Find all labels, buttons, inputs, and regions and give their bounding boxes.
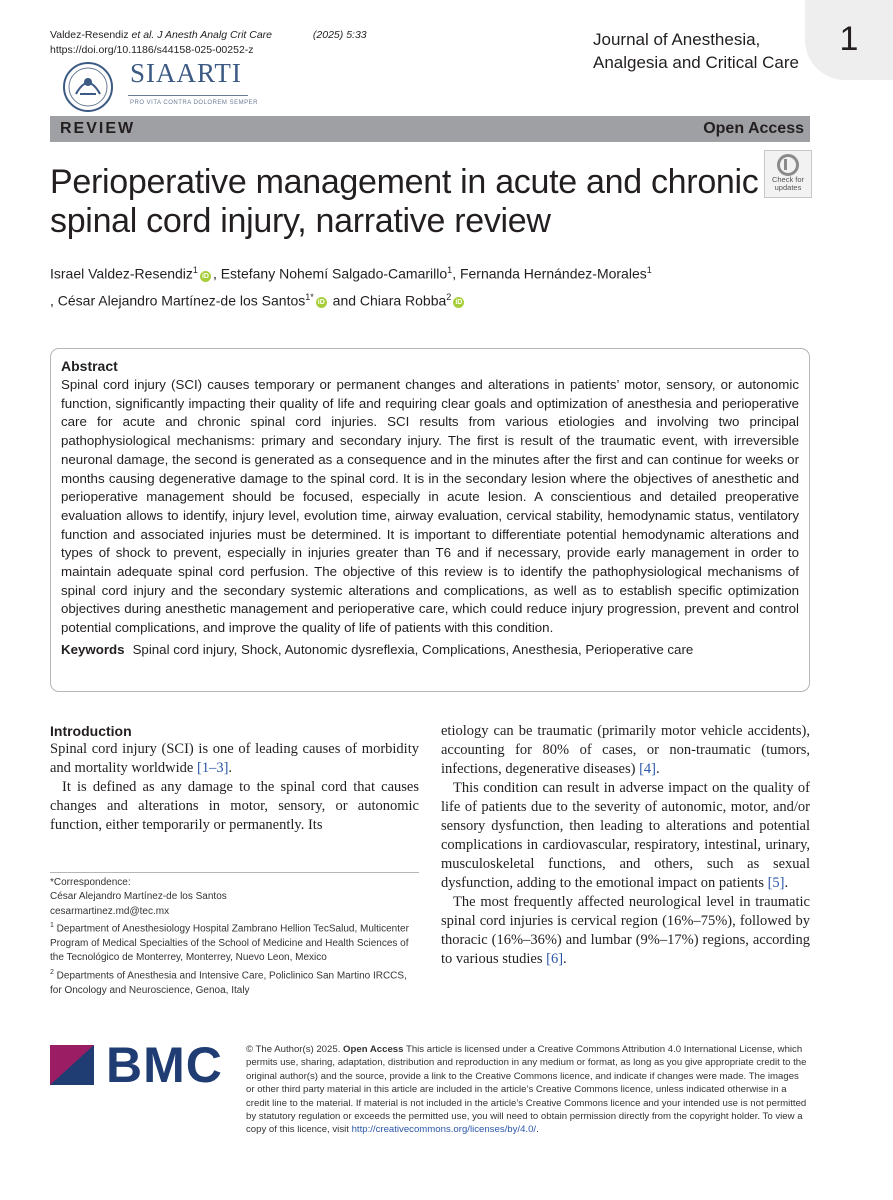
citation-etal: et al. bbox=[131, 29, 155, 41]
citation-year: (2025) 5:33 bbox=[312, 29, 367, 41]
author-name: and Chiara Robba bbox=[328, 292, 447, 309]
orcid-icon[interactable]: iD bbox=[201, 272, 209, 280]
impact-paragraph bbox=[441, 779, 810, 893]
citation-journal: J Anesth Analg Crit Care bbox=[157, 29, 272, 41]
footnote-divider bbox=[50, 872, 419, 873]
keywords-text: Spinal cord injury, Shock, Autonomic dysreflexia, Complications, Anesthesia, Perioperative care bbox=[132, 641, 694, 657]
intro-paragraph-1 bbox=[50, 740, 419, 778]
citation-link[interactable]: [5] bbox=[767, 875, 785, 891]
level-paragraph bbox=[441, 893, 810, 969]
article-type: REVIEW bbox=[60, 120, 136, 137]
abstract-heading: Abstract bbox=[61, 358, 118, 374]
body-column-left bbox=[50, 722, 419, 835]
citation-authors: Valdez-Resendiz bbox=[50, 29, 129, 41]
paragraph-end: . bbox=[784, 875, 789, 891]
etiology-paragraph bbox=[441, 722, 810, 779]
journal-name bbox=[593, 28, 799, 74]
abstract-text: Spinal cord injury (SCI) causes temporary or permanent changes and alterations in patients’ motor, sensory, or autonomic function, significantly impacting their quality of life and requiring clear goals and optimization of anesthesia and perioperative care for acute and chronic spinal cord injuries. SCI results from various etiologies and involving two principal pathophysiological mechanisms: primary and secondary injury. The first is result of the traumatic event, with irreversible neuronal damage, the second is generated as a consequence and in the minutes after the first and can continue for weeks or months causing degenerative damage to the spinal cord. It is in the secondary lesion where the objectives of anesthetic and perioperative management should be focused, especially in acute lesion. A conscientious and detailed preoperative evaluation allows to identify, injury level, evolution time, airway evaluation, cervical stability, hemodynamic status, ventilatory function and associated injuries must be determined. It is important to differentiate potential hemodynamic alterations and types of shock to prevent, especially in injuries greater than T6 and if necessary, provide early management in order to maintain adequate spinal cord perfusion. The objective of this review is to identify the pathophysiological mechanisms of spinal cord injury and the secondary systemic alterations and complications, as well as to establish specific optimization objectives during anesthetic management and perioperative care, which could reduce injury progression, prevent and control potential complications, and improve the quality of life of patients with this condition. bbox=[61, 377, 799, 636]
affiliation-text: Department of Anesthesiology Hospital Zambrano Hellion TecSalud, Multicenter Program of Medical Specialties of the School of Medicine and Health Sciences of the Tecnológico de Monterrey, Monterrey, Nuevo Leon, Mexico bbox=[50, 923, 409, 964]
license-end: . bbox=[536, 1124, 539, 1136]
correspondence-name: César Alejandro Martínez-de los Santos bbox=[50, 891, 227, 903]
affiliation-2 bbox=[50, 966, 419, 998]
check-updates-line2: updates bbox=[774, 183, 802, 192]
siaarti-motto: PRO VITA CONTRA DOLOREM SEMPER bbox=[130, 100, 258, 106]
journal-name-line2: Analgesia and Critical Care bbox=[593, 53, 799, 72]
intro-paragraph-2: It is defined as any damage to the spinal cord that causes changes and alterations in motor, sensory, or autonomic function, either temporarily or permanently. Its bbox=[50, 779, 419, 833]
paragraph-text: etiology can be traumatic (primarily motor vehicle accidents), accounting for 80% of cases, or non-traumatic (tumors, infections, degenerative diseases) bbox=[441, 723, 810, 777]
author-affiliation-sup: 1 bbox=[192, 265, 198, 275]
siaarti-logo-text: SIAARTI bbox=[130, 58, 242, 88]
paragraph-end: . bbox=[563, 951, 567, 967]
bmc-logo-icon bbox=[50, 1045, 94, 1085]
license-text: This article is licensed under a Creative Commons Attribution 4.0 International License, which permits use, sharing, adaptation, distribution and reproduction in any medium or format, as long as you give appropriate credit to the original author(s) and the source, provide a link to the Creative Commons licence, and indicate if changes were made. The images or other third party material in this article are included in the article’s Creative Commons licence, unless indicated otherwise in a credit line to the material. If material is not included in the article’s Creative Commons licence and your intended use is not permitted by statutory regulation or exceeds the permitted use, you will need to obtain permission directly from the copyright holder. To view a copy of this licence, visit bbox=[246, 1044, 807, 1136]
journal-name-line1: Journal of Anesthesia, bbox=[593, 30, 761, 49]
introduction-heading: Introduction bbox=[50, 723, 132, 739]
paragraph-text: This condition can result in adverse impact on the quality of life of patients due to the severity of autonomic, motor, and/or sensory dysfunction, then leading to alterations and potential complications in cardiovascular, respiratory, intestinal, urinary, musculoskeletal functions, and others, such as sexual dysfunction, adding to the emotional impact on patients bbox=[441, 780, 810, 891]
paragraph-end: . bbox=[656, 761, 660, 777]
license-url-link[interactable]: http://creativecommons.org/licenses/by/4.0/ bbox=[351, 1124, 537, 1136]
paragraph-end: . bbox=[228, 760, 233, 776]
paragraph-text: The most frequently affected neurological level in traumatic spinal cord injuries is cervical region (16%–75%), followed by thoracic (16%–36%) and lumbar (9%–17%) regions, according to various studies bbox=[441, 894, 810, 967]
correspondence-label: *Correspondence: bbox=[50, 877, 131, 888]
license-statement bbox=[246, 1043, 810, 1137]
check-updates-line1: Check for bbox=[771, 175, 805, 184]
author-name: , Estefany Nohemí Salgado-Camarillo bbox=[212, 265, 448, 282]
open-access-label: Open Access bbox=[703, 120, 804, 137]
license-open-access: Open Access bbox=[343, 1044, 404, 1055]
bmc-logo-text: BMC bbox=[106, 1037, 223, 1093]
author-list bbox=[50, 259, 810, 312]
author-affiliation-sup: 1* bbox=[305, 291, 314, 302]
citation-header bbox=[50, 28, 367, 58]
correspondence-footnotes bbox=[50, 876, 419, 998]
author-affiliation-sup: 1 bbox=[646, 265, 652, 275]
check-for-updates-button[interactable] bbox=[764, 150, 812, 198]
affiliation-sup: 2 bbox=[50, 968, 54, 976]
correspondence-email[interactable]: cesarmartinez.md@tec.mx bbox=[50, 905, 170, 917]
orcid-icon[interactable]: iD bbox=[455, 299, 463, 307]
abstract-box bbox=[50, 348, 810, 692]
author-name: , Fernanda Hernández-Morales bbox=[452, 265, 647, 282]
body-column-right bbox=[441, 722, 810, 969]
article-type-banner bbox=[50, 116, 810, 142]
author-name: Israel Valdez-Resendiz bbox=[50, 265, 193, 282]
citation-link[interactable]: [1–3] bbox=[196, 760, 229, 776]
paragraph-text: Spinal cord injury (SCI) is one of leading causes of morbidity and mortality worldwide bbox=[50, 741, 419, 776]
author-name: , César Alejandro Martínez-de los Santos bbox=[50, 292, 306, 309]
copyright-text: © The Author(s) 2025. bbox=[246, 1044, 344, 1055]
page-number: 1 bbox=[805, 0, 893, 80]
citation-link[interactable]: [4] bbox=[639, 761, 657, 777]
doi-link[interactable]: https://doi.org/10.1186/s44158-025-00252-z bbox=[50, 44, 254, 56]
check-updates-icon bbox=[777, 154, 799, 176]
logo-divider bbox=[128, 95, 248, 96]
citation-link[interactable]: [6] bbox=[546, 951, 564, 967]
keywords-line bbox=[61, 641, 799, 659]
affiliation-text: Departments of Anesthesia and Intensive Care, Policlinico San Martino IRCCS, for Oncology and Neuroscience, Genoa, Italy bbox=[50, 970, 407, 996]
siaarti-emblem-icon bbox=[58, 60, 118, 114]
keywords-label: Keywords bbox=[61, 641, 125, 657]
author-affiliation-sup: 1 bbox=[447, 265, 453, 275]
article-title: Perioperative management in acute and chronic spinal cord injury, narrative review bbox=[50, 163, 759, 240]
orcid-icon[interactable]: iD bbox=[317, 299, 325, 307]
affiliation-sup: 1 bbox=[50, 922, 54, 930]
affiliation-1 bbox=[50, 919, 419, 966]
author-affiliation-sup: 2 bbox=[446, 291, 452, 302]
